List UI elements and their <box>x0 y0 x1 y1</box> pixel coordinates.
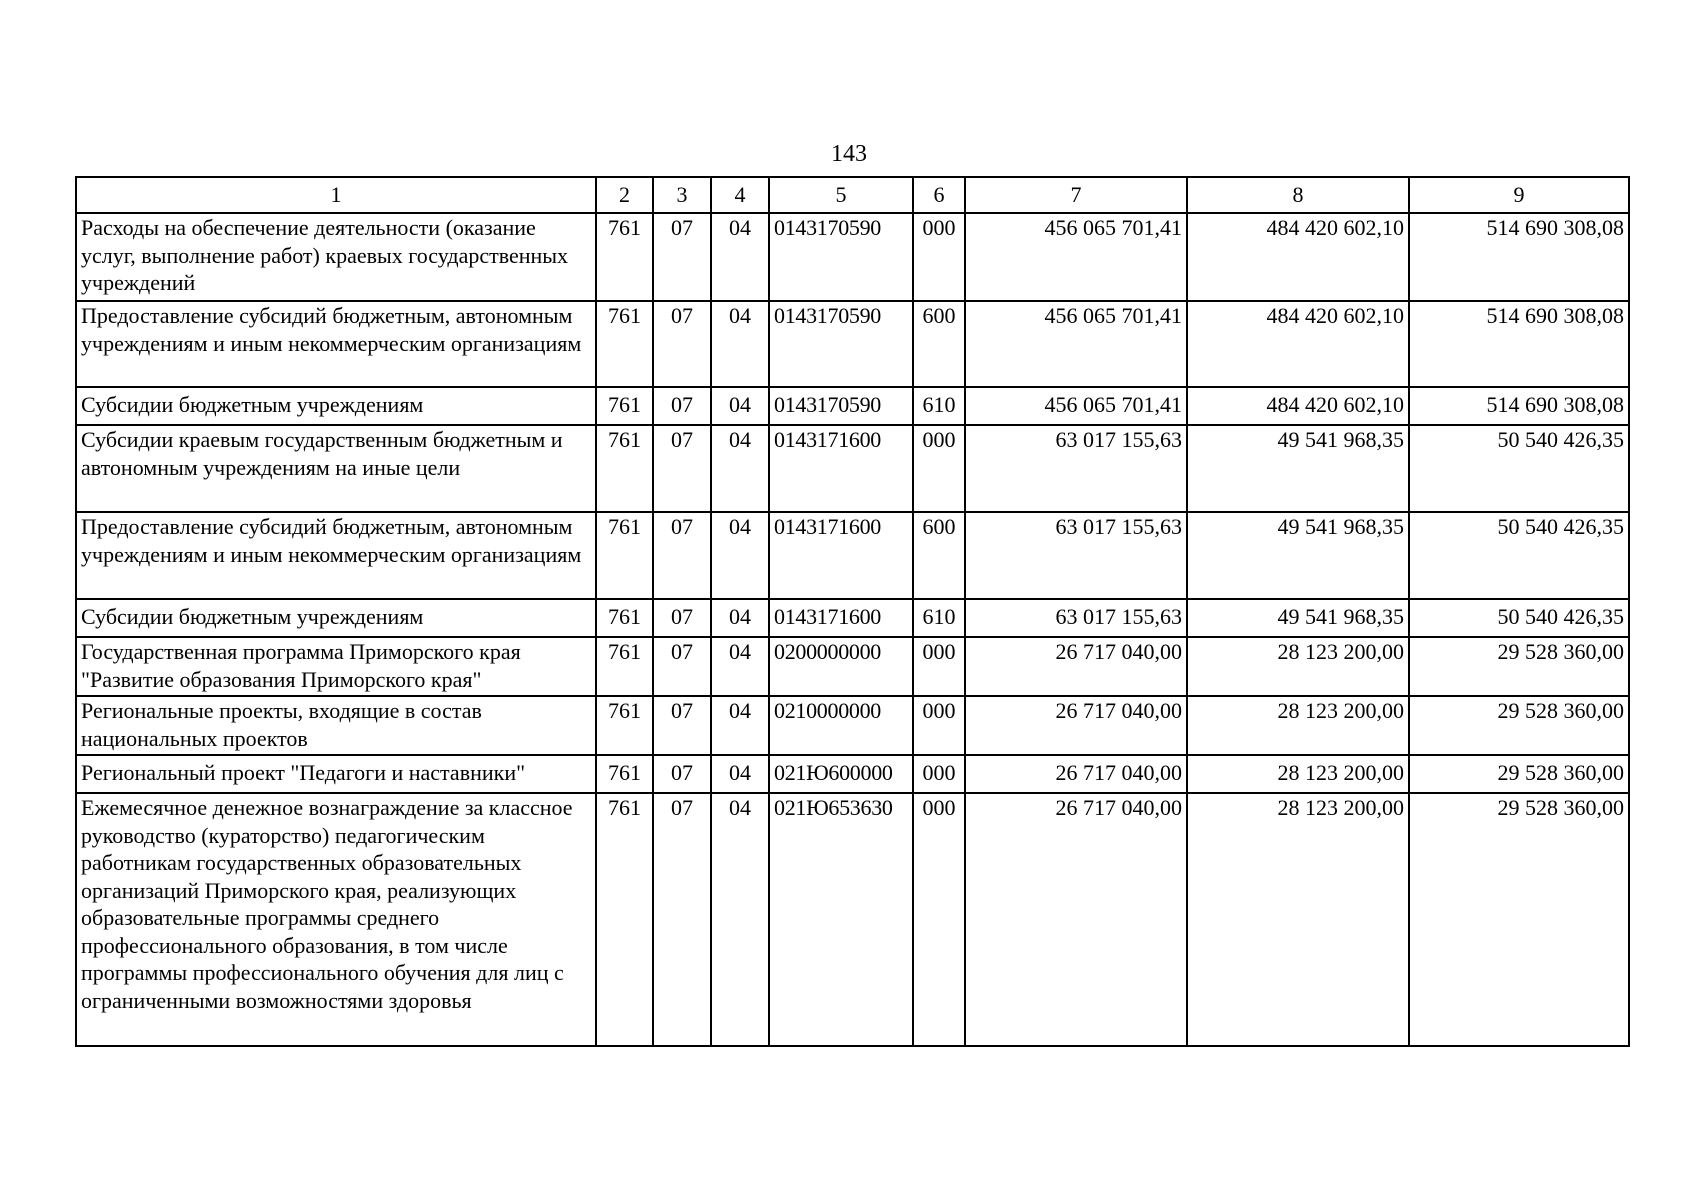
amount-col9: 29 528 360,00 <box>1409 793 1629 1046</box>
cell-col4: 04 <box>711 425 769 512</box>
amount-col8: 484 420 602,10 <box>1187 387 1409 425</box>
amount-col7: 456 065 701,41 <box>965 213 1187 301</box>
cell-col4: 04 <box>711 637 769 696</box>
row-name: Региональные проекты, входящие в состав национальных проектов <box>76 696 596 755</box>
row-name: Субсидии краевым государственным бюджетным и автономным учреждениям на иные цели <box>76 425 596 512</box>
table-row <box>76 512 1629 599</box>
row-name: Ежемесячное денежное вознаграждение за классное руководство (кураторство) педагогическим работникам государственных образовательных организаций Приморского края, реализующих образовательные программы среднего профессионального образования, в том числе программы профессионального обучения для лиц с ограниченными возможностями здоровья <box>76 793 596 1046</box>
cell-col2: 761 <box>596 301 653 387</box>
cell-col5: 0200000000 <box>769 637 913 696</box>
amount-col9: 50 540 426,35 <box>1409 512 1629 599</box>
cell-col6: 000 <box>913 696 965 755</box>
cell-col3: 07 <box>653 696 711 755</box>
cell-col3: 07 <box>653 213 711 301</box>
amount-col9: 514 690 308,08 <box>1409 301 1629 387</box>
table-row <box>76 755 1629 793</box>
row-name: Расходы на обеспечение деятельности (оказание услуг, выполнение работ) краевых государственных учреждений <box>76 213 596 301</box>
amount-col9: 29 528 360,00 <box>1409 696 1629 755</box>
cell-col5: 021Ю653630 <box>769 793 913 1046</box>
amount-col7: 456 065 701,41 <box>965 301 1187 387</box>
cell-col2: 761 <box>596 637 653 696</box>
row-name: Предоставление субсидий бюджетным, автономным учреждениям и иным некоммерческим организациям <box>76 512 596 599</box>
cell-col6: 000 <box>913 213 965 301</box>
amount-col8: 28 123 200,00 <box>1187 637 1409 696</box>
row-name: Субсидии бюджетным учреждениям <box>76 599 596 637</box>
column-header: 3 <box>653 177 711 213</box>
amount-col9: 50 540 426,35 <box>1409 599 1629 637</box>
cell-col4: 04 <box>711 755 769 793</box>
cell-col5: 0143171600 <box>769 425 913 512</box>
amount-col7: 63 017 155,63 <box>965 425 1187 512</box>
column-header: 9 <box>1409 177 1629 213</box>
cell-col6: 000 <box>913 755 965 793</box>
cell-col4: 04 <box>711 599 769 637</box>
column-header: 7 <box>965 177 1187 213</box>
cell-col2: 761 <box>596 599 653 637</box>
amount-col9: 514 690 308,08 <box>1409 387 1629 425</box>
amount-col8: 28 123 200,00 <box>1187 793 1409 1046</box>
table-row <box>76 637 1629 696</box>
amount-col7: 63 017 155,63 <box>965 599 1187 637</box>
cell-col2: 761 <box>596 793 653 1046</box>
cell-col6: 610 <box>913 599 965 637</box>
amount-col9: 514 690 308,08 <box>1409 213 1629 301</box>
table-row <box>76 301 1629 387</box>
amount-col7: 26 717 040,00 <box>965 793 1187 1046</box>
column-header: 4 <box>711 177 769 213</box>
column-header: 8 <box>1187 177 1409 213</box>
cell-col6: 610 <box>913 387 965 425</box>
cell-col5: 0143170590 <box>769 301 913 387</box>
cell-col3: 07 <box>653 425 711 512</box>
cell-col3: 07 <box>653 599 711 637</box>
cell-col4: 04 <box>711 213 769 301</box>
cell-col2: 761 <box>596 425 653 512</box>
cell-col6: 000 <box>913 793 965 1046</box>
row-name: Предоставление субсидий бюджетным, автономным учреждениям и иным некоммерческим организациям <box>76 301 596 387</box>
table-row <box>76 696 1629 755</box>
amount-col7: 63 017 155,63 <box>965 512 1187 599</box>
cell-col4: 04 <box>711 387 769 425</box>
cell-col6: 600 <box>913 512 965 599</box>
cell-col5: 0143170590 <box>769 387 913 425</box>
cell-col2: 761 <box>596 755 653 793</box>
cell-col3: 07 <box>653 387 711 425</box>
column-header: 5 <box>769 177 913 213</box>
amount-col8: 484 420 602,10 <box>1187 213 1409 301</box>
page-number: 143 <box>831 141 867 167</box>
amount-col8: 484 420 602,10 <box>1187 301 1409 387</box>
table-row <box>76 793 1629 1046</box>
amount-col9: 29 528 360,00 <box>1409 637 1629 696</box>
row-name: Региональный проект "Педагоги и наставники" <box>76 755 596 793</box>
cell-col4: 04 <box>711 512 769 599</box>
cell-col5: 0143170590 <box>769 213 913 301</box>
cell-col2: 761 <box>596 512 653 599</box>
cell-col4: 04 <box>711 696 769 755</box>
cell-col6: 000 <box>913 425 965 512</box>
cell-col3: 07 <box>653 793 711 1046</box>
table-row <box>76 425 1629 512</box>
amount-col9: 29 528 360,00 <box>1409 755 1629 793</box>
cell-col5: 0143171600 <box>769 599 913 637</box>
cell-col5: 021Ю600000 <box>769 755 913 793</box>
amount-col7: 26 717 040,00 <box>965 637 1187 696</box>
amount-col8: 49 541 968,35 <box>1187 512 1409 599</box>
row-name: Государственная программа Приморского края "Развитие образования Приморского края" <box>76 637 596 696</box>
cell-col2: 761 <box>596 387 653 425</box>
budget-table <box>75 176 1630 1047</box>
cell-col3: 07 <box>653 637 711 696</box>
row-name: Субсидии бюджетным учреждениям <box>76 387 596 425</box>
table-row <box>76 599 1629 637</box>
cell-col3: 07 <box>653 301 711 387</box>
cell-col3: 07 <box>653 755 711 793</box>
cell-col5: 0143171600 <box>769 512 913 599</box>
amount-col7: 26 717 040,00 <box>965 696 1187 755</box>
amount-col7: 26 717 040,00 <box>965 755 1187 793</box>
amount-col8: 28 123 200,00 <box>1187 755 1409 793</box>
cell-col4: 04 <box>711 793 769 1046</box>
table-row <box>76 213 1629 301</box>
cell-col6: 600 <box>913 301 965 387</box>
column-header: 2 <box>596 177 653 213</box>
amount-col8: 49 541 968,35 <box>1187 599 1409 637</box>
column-header: 6 <box>913 177 965 213</box>
amount-col8: 28 123 200,00 <box>1187 696 1409 755</box>
cell-col2: 761 <box>596 213 653 301</box>
amount-col8: 49 541 968,35 <box>1187 425 1409 512</box>
cell-col3: 07 <box>653 512 711 599</box>
amount-col7: 456 065 701,41 <box>965 387 1187 425</box>
cell-col2: 761 <box>596 696 653 755</box>
amount-col9: 50 540 426,35 <box>1409 425 1629 512</box>
header-row <box>76 177 1629 213</box>
cell-col6: 000 <box>913 637 965 696</box>
cell-col4: 04 <box>711 301 769 387</box>
column-header: 1 <box>76 177 596 213</box>
table-row <box>76 387 1629 425</box>
cell-col5: 0210000000 <box>769 696 913 755</box>
